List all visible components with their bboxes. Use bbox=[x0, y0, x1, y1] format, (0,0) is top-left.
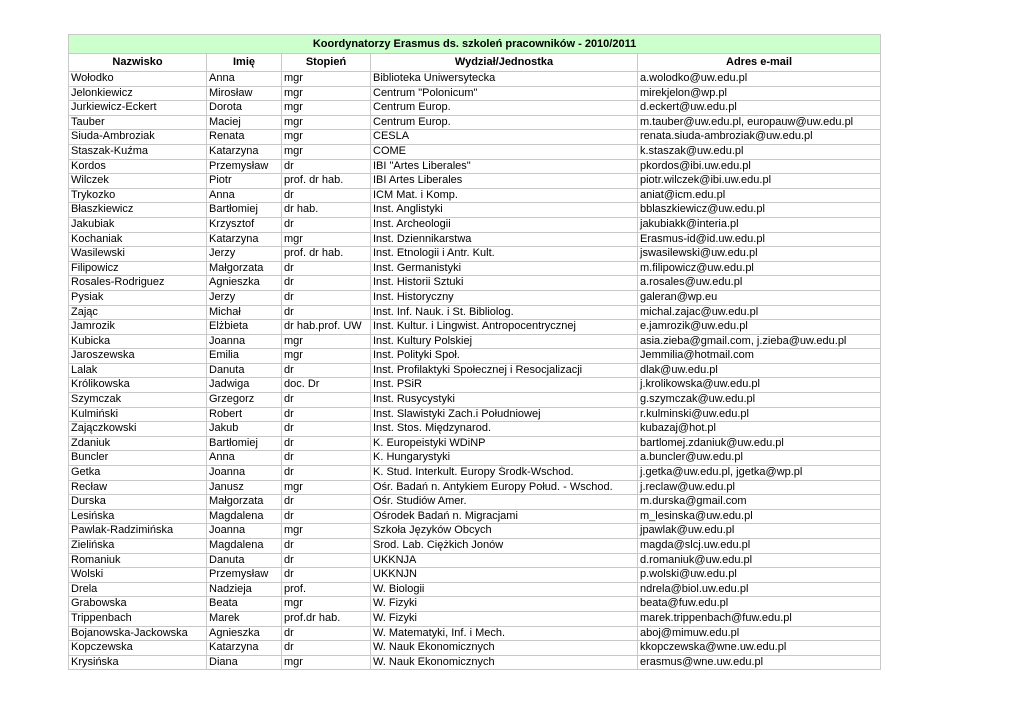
cell-first-name[interactable]: Maciej bbox=[207, 115, 282, 130]
cell-first-name[interactable]: Magdalena bbox=[207, 539, 282, 554]
cell-email[interactable]: g.szymczak@uw.edu.pl bbox=[638, 393, 881, 408]
cell-email[interactable]: m.filipowicz@uw.edu.pl bbox=[638, 261, 881, 276]
cell-surname[interactable]: Buncler bbox=[69, 451, 207, 466]
cell-first-name[interactable]: Katarzyna bbox=[207, 641, 282, 656]
table-row bbox=[69, 553, 881, 568]
cell-first-name[interactable]: Diana bbox=[207, 655, 282, 670]
cell-email[interactable]: j.getka@uw.edu.pl, jgetka@wp.pl bbox=[638, 466, 881, 481]
cell-email[interactable]: aboj@mimuw.edu.pl bbox=[638, 626, 881, 641]
cell-degree[interactable]: mgr bbox=[282, 144, 371, 159]
table-row bbox=[69, 101, 881, 116]
cell-email[interactable]: m.durska@gmail.com bbox=[638, 495, 881, 510]
cell-first-name[interactable]: Mirosław bbox=[207, 86, 282, 101]
cell-degree[interactable]: mgr bbox=[282, 524, 371, 539]
cell-first-name[interactable]: Anna bbox=[207, 72, 282, 87]
cell-unit[interactable]: W. Fizyki bbox=[371, 597, 638, 612]
cell-unit[interactable]: Centrum Europ. bbox=[371, 101, 638, 116]
cell-first-name[interactable]: Robert bbox=[207, 407, 282, 422]
table-row bbox=[69, 86, 881, 101]
table-row bbox=[69, 436, 881, 451]
cell-first-name[interactable]: Dorota bbox=[207, 101, 282, 116]
cell-degree[interactable]: dr bbox=[282, 188, 371, 203]
table-row bbox=[69, 247, 881, 262]
header-unit[interactable]: Wydział/Jednostka bbox=[371, 54, 638, 72]
cell-unit[interactable]: IBI "Artes Liberales" bbox=[371, 159, 638, 174]
table-row bbox=[69, 611, 881, 626]
table-row bbox=[69, 130, 881, 145]
cell-surname[interactable]: Siuda-Ambroziak bbox=[69, 130, 207, 145]
cell-email[interactable]: dlak@uw.edu.pl bbox=[638, 363, 881, 378]
cell-unit[interactable]: Inst. Stos. Międzynarod. bbox=[371, 422, 638, 437]
cell-surname[interactable]: Jelonkiewicz bbox=[69, 86, 207, 101]
cell-degree[interactable]: dr bbox=[282, 305, 371, 320]
cell-email[interactable]: m_lesinska@uw.edu.pl bbox=[638, 509, 881, 524]
cell-unit[interactable]: CESLA bbox=[371, 130, 638, 145]
cell-degree[interactable]: dr bbox=[282, 539, 371, 554]
cell-unit[interactable]: Inst. Kultur. i Lingwist. Antropocentrycznej bbox=[371, 320, 638, 335]
cell-unit[interactable]: Ośr. Badań n. Antykiem Europy Połud. - Wschod. bbox=[371, 480, 638, 495]
table-row bbox=[69, 407, 881, 422]
cell-first-name[interactable]: Bartłomiej bbox=[207, 203, 282, 218]
cell-first-name[interactable]: Elżbieta bbox=[207, 320, 282, 335]
table-row bbox=[69, 349, 881, 364]
cell-first-name[interactable]: Jakub bbox=[207, 422, 282, 437]
cell-email[interactable]: jpawlak@uw.edu.pl bbox=[638, 524, 881, 539]
table-row bbox=[69, 524, 881, 539]
cell-surname[interactable]: Zielińska bbox=[69, 539, 207, 554]
cell-first-name[interactable]: Michał bbox=[207, 305, 282, 320]
table-row bbox=[69, 72, 881, 87]
cell-surname[interactable]: Bojanowska-Jackowska bbox=[69, 626, 207, 641]
cell-first-name[interactable]: Marek bbox=[207, 611, 282, 626]
cell-degree[interactable]: mgr bbox=[282, 130, 371, 145]
table-row bbox=[69, 626, 881, 641]
cell-email[interactable]: pkordos@ibi.uw.edu.pl bbox=[638, 159, 881, 174]
cell-unit[interactable]: Szkoła Języków Obcych bbox=[371, 524, 638, 539]
cell-surname[interactable]: Pawlak-Radzimińska bbox=[69, 524, 207, 539]
cell-degree[interactable]: dr hab. bbox=[282, 203, 371, 218]
cell-surname[interactable]: Kubicka bbox=[69, 334, 207, 349]
table-row bbox=[69, 305, 881, 320]
cell-unit[interactable]: Inst. Profilaktyki Społecznej i Resocjalizacji bbox=[371, 363, 638, 378]
cell-first-name[interactable]: Renata bbox=[207, 130, 282, 145]
cell-unit[interactable]: COME bbox=[371, 144, 638, 159]
cell-email[interactable]: bblaszkiewicz@uw.edu.pl bbox=[638, 203, 881, 218]
table-row bbox=[69, 509, 881, 524]
cell-surname[interactable]: Zając bbox=[69, 305, 207, 320]
cell-degree[interactable]: dr bbox=[282, 436, 371, 451]
cell-first-name[interactable]: Agnieszka bbox=[207, 276, 282, 291]
cell-email[interactable]: j.krolikowska@uw.edu.pl bbox=[638, 378, 881, 393]
cell-degree[interactable]: dr bbox=[282, 553, 371, 568]
cell-unit[interactable]: Inst. Inf. Nauk. i St. Bibliolog. bbox=[371, 305, 638, 320]
cell-surname[interactable]: Staszak-Kuźma bbox=[69, 144, 207, 159]
cell-email[interactable]: a.buncler@uw.edu.pl bbox=[638, 451, 881, 466]
cell-email[interactable]: aniat@icm.edu.pl bbox=[638, 188, 881, 203]
cell-degree[interactable]: mgr bbox=[282, 72, 371, 87]
cell-first-name[interactable]: Katarzyna bbox=[207, 144, 282, 159]
table-row bbox=[69, 378, 881, 393]
cell-surname[interactable]: Kordos bbox=[69, 159, 207, 174]
cell-degree[interactable]: prof. bbox=[282, 582, 371, 597]
cell-surname[interactable]: Drela bbox=[69, 582, 207, 597]
cell-email[interactable]: erasmus@wne.uw.edu.pl bbox=[638, 655, 881, 670]
cell-surname[interactable]: Królikowska bbox=[69, 378, 207, 393]
cell-degree[interactable]: mgr bbox=[282, 101, 371, 116]
cell-unit[interactable]: Ośr. Studiów Amer. bbox=[371, 495, 638, 510]
table-row bbox=[69, 115, 881, 130]
cell-surname[interactable]: Rosales-Rodriguez bbox=[69, 276, 207, 291]
table-row bbox=[69, 655, 881, 670]
cell-email[interactable]: d.romaniuk@uw.edu.pl bbox=[638, 553, 881, 568]
cell-first-name[interactable]: Danuta bbox=[207, 553, 282, 568]
table-row bbox=[69, 203, 881, 218]
table-row bbox=[69, 480, 881, 495]
cell-email[interactable]: e.jamrozik@uw.edu.pl bbox=[638, 320, 881, 335]
cell-surname[interactable]: Zajączkowski bbox=[69, 422, 207, 437]
cell-email[interactable]: Jemmilia@hotmail.com bbox=[638, 349, 881, 364]
cell-email[interactable]: Erasmus-id@id.uw.edu.pl bbox=[638, 232, 881, 247]
cell-surname[interactable]: Szymczak bbox=[69, 393, 207, 408]
table-title[interactable]: Koordynatorzy Erasmus ds. szkoleń pracowników - 2010/2011 bbox=[69, 35, 881, 54]
cell-email[interactable]: piotr.wilczek@ibi.uw.edu.pl bbox=[638, 174, 881, 189]
cell-email[interactable]: k.staszak@uw.edu.pl bbox=[638, 144, 881, 159]
cell-surname[interactable]: Grabowska bbox=[69, 597, 207, 612]
cell-surname[interactable]: Kulmiński bbox=[69, 407, 207, 422]
cell-first-name[interactable]: Piotr bbox=[207, 174, 282, 189]
table-row bbox=[69, 334, 881, 349]
cell-email[interactable]: p.wolski@uw.edu.pl bbox=[638, 568, 881, 583]
cell-degree[interactable]: dr bbox=[282, 451, 371, 466]
cell-email[interactable]: renata.siuda-ambroziak@uw.edu.pl bbox=[638, 130, 881, 145]
cell-unit[interactable]: Centrum "Polonicum" bbox=[371, 86, 638, 101]
cell-unit[interactable]: Inst. Etnologii i Antr. Kult. bbox=[371, 247, 638, 262]
cell-email[interactable]: magda@slcj.uw.edu.pl bbox=[638, 539, 881, 554]
cell-degree[interactable]: dr bbox=[282, 407, 371, 422]
cell-unit[interactable]: Inst. Dziennikarstwa bbox=[371, 232, 638, 247]
cell-degree[interactable]: dr bbox=[282, 568, 371, 583]
cell-email[interactable]: michal.zajac@uw.edu.pl bbox=[638, 305, 881, 320]
cell-surname[interactable]: Trykozko bbox=[69, 188, 207, 203]
cell-degree[interactable]: dr bbox=[282, 217, 371, 232]
cell-surname[interactable]: Błaszkiewicz bbox=[69, 203, 207, 218]
cell-surname[interactable]: Romaniuk bbox=[69, 553, 207, 568]
cell-first-name[interactable]: Anna bbox=[207, 188, 282, 203]
table-row bbox=[69, 568, 881, 583]
table-row bbox=[69, 174, 881, 189]
cell-surname[interactable]: Lalak bbox=[69, 363, 207, 378]
spreadsheet bbox=[68, 34, 880, 670]
cell-degree[interactable]: doc. Dr bbox=[282, 378, 371, 393]
cell-degree[interactable]: dr bbox=[282, 466, 371, 481]
cell-surname[interactable]: Pysiak bbox=[69, 290, 207, 305]
cell-email[interactable]: r.kulminski@uw.edu.pl bbox=[638, 407, 881, 422]
cell-degree[interactable]: dr bbox=[282, 261, 371, 276]
table-body bbox=[69, 72, 881, 670]
title-row bbox=[69, 35, 881, 54]
cell-first-name[interactable]: Joanna bbox=[207, 524, 282, 539]
cell-degree[interactable]: mgr bbox=[282, 334, 371, 349]
cell-unit[interactable]: K. Stud. Interkult. Europy Środk-Wschod. bbox=[371, 466, 638, 481]
cell-surname[interactable]: Jakubiak bbox=[69, 217, 207, 232]
cell-unit[interactable]: Biblioteka Uniwersytecka bbox=[371, 72, 638, 87]
cell-unit[interactable]: ICM Mat. i Komp. bbox=[371, 188, 638, 203]
header-surname[interactable]: Nazwisko bbox=[69, 54, 207, 72]
cell-first-name[interactable]: Katarzyna bbox=[207, 232, 282, 247]
cell-surname[interactable]: Kochaniak bbox=[69, 232, 207, 247]
cell-surname[interactable]: Getka bbox=[69, 466, 207, 481]
table-row bbox=[69, 495, 881, 510]
cell-first-name[interactable]: Joanna bbox=[207, 466, 282, 481]
cell-degree[interactable]: dr bbox=[282, 495, 371, 510]
cell-email[interactable]: a.wolodko@uw.edu.pl bbox=[638, 72, 881, 87]
cell-surname[interactable]: Wilczek bbox=[69, 174, 207, 189]
cell-email[interactable]: marek.trippenbach@fuw.edu.pl bbox=[638, 611, 881, 626]
header-row bbox=[69, 54, 881, 72]
cell-unit[interactable]: K. Europeistyki WDiNP bbox=[371, 436, 638, 451]
header-degree[interactable]: Stopień bbox=[282, 54, 371, 72]
cell-first-name[interactable]: Anna bbox=[207, 451, 282, 466]
cell-first-name[interactable]: Małgorzata bbox=[207, 495, 282, 510]
cell-unit[interactable]: IBI Artes Liberales bbox=[371, 174, 638, 189]
cell-first-name[interactable]: Jadwiga bbox=[207, 378, 282, 393]
table-row bbox=[69, 144, 881, 159]
table-row bbox=[69, 539, 881, 554]
cell-email[interactable]: a.rosales@uw.edu.pl bbox=[638, 276, 881, 291]
cell-degree[interactable]: dr hab.prof. UW bbox=[282, 320, 371, 335]
cell-degree[interactable]: mgr bbox=[282, 86, 371, 101]
cell-degree[interactable]: dr bbox=[282, 393, 371, 408]
cell-first-name[interactable]: Jerzy bbox=[207, 290, 282, 305]
cell-degree[interactable]: mgr bbox=[282, 349, 371, 364]
table-row bbox=[69, 363, 881, 378]
cell-surname[interactable]: Zdaniuk bbox=[69, 436, 207, 451]
cell-unit[interactable]: Inst. PSiR bbox=[371, 378, 638, 393]
cell-unit[interactable]: W. Matematyki, Inf. i Mech. bbox=[371, 626, 638, 641]
table-row bbox=[69, 422, 881, 437]
cell-surname[interactable]: Wołodko bbox=[69, 72, 207, 87]
cell-unit[interactable]: Inst. Kultury Polskiej bbox=[371, 334, 638, 349]
cell-degree[interactable]: dr bbox=[282, 276, 371, 291]
cell-unit[interactable]: Inst. Archeologii bbox=[371, 217, 638, 232]
cell-email[interactable]: j.reclaw@uw.edu.pl bbox=[638, 480, 881, 495]
table-row bbox=[69, 466, 881, 481]
header-email[interactable]: Adres e-mail bbox=[638, 54, 881, 72]
cell-surname[interactable]: Recław bbox=[69, 480, 207, 495]
cell-degree[interactable]: mgr bbox=[282, 597, 371, 612]
table-row bbox=[69, 393, 881, 408]
cell-email[interactable]: bartlomej.zdaniuk@uw.edu.pl bbox=[638, 436, 881, 451]
cell-unit[interactable]: Inst. Polityki Społ. bbox=[371, 349, 638, 364]
table-row bbox=[69, 641, 881, 656]
cell-unit[interactable]: Ośrodek Badań n. Migracjami bbox=[371, 509, 638, 524]
cell-degree[interactable]: dr bbox=[282, 626, 371, 641]
cell-degree[interactable]: dr bbox=[282, 641, 371, 656]
cell-first-name[interactable]: Przemysław bbox=[207, 568, 282, 583]
cell-unit[interactable]: Srod. Lab. Ciężkich Jonów bbox=[371, 539, 638, 554]
cell-unit[interactable]: W. Nauk Ekonomicznych bbox=[371, 641, 638, 656]
cell-email[interactable]: galeran@wp.eu bbox=[638, 290, 881, 305]
cell-unit[interactable]: W. Fizyki bbox=[371, 611, 638, 626]
cell-first-name[interactable]: Nadzieja bbox=[207, 582, 282, 597]
cell-surname[interactable]: Kopczewska bbox=[69, 641, 207, 656]
cell-unit[interactable]: Inst. Slawistyki Zach.i Południowej bbox=[371, 407, 638, 422]
cell-degree[interactable]: dr bbox=[282, 159, 371, 174]
cell-first-name[interactable]: Danuta bbox=[207, 363, 282, 378]
cell-email[interactable]: d.eckert@uw.edu.pl bbox=[638, 101, 881, 116]
cell-degree[interactable]: prof. dr hab. bbox=[282, 247, 371, 262]
cell-degree[interactable]: mgr bbox=[282, 115, 371, 130]
coordinators-table bbox=[68, 34, 881, 670]
table-row bbox=[69, 276, 881, 291]
cell-unit[interactable]: Inst. Rusycystyki bbox=[371, 393, 638, 408]
cell-first-name[interactable]: Beata bbox=[207, 597, 282, 612]
cell-first-name[interactable]: Małgorzata bbox=[207, 261, 282, 276]
cell-email[interactable]: kubazaj@hot.pl bbox=[638, 422, 881, 437]
cell-email[interactable]: beata@fuw.edu.pl bbox=[638, 597, 881, 612]
cell-email[interactable]: m.tauber@uw.edu.pl, europauw@uw.edu.pl bbox=[638, 115, 881, 130]
cell-email[interactable]: jswasilewski@uw.edu.pl bbox=[638, 247, 881, 262]
table-row bbox=[69, 261, 881, 276]
cell-email[interactable]: mirekjelon@wp.pl bbox=[638, 86, 881, 101]
cell-surname[interactable]: Jurkiewicz-Eckert bbox=[69, 101, 207, 116]
cell-degree[interactable]: dr bbox=[282, 363, 371, 378]
cell-first-name[interactable]: Grzegorz bbox=[207, 393, 282, 408]
cell-first-name[interactable]: Krzysztof bbox=[207, 217, 282, 232]
table-row bbox=[69, 217, 881, 232]
cell-surname[interactable]: Wasilewski bbox=[69, 247, 207, 262]
cell-email[interactable]: jakubiakk@interia.pl bbox=[638, 217, 881, 232]
cell-unit[interactable]: Centrum Europ. bbox=[371, 115, 638, 130]
cell-surname[interactable]: Lesińska bbox=[69, 509, 207, 524]
cell-surname[interactable]: Tauber bbox=[69, 115, 207, 130]
cell-unit[interactable]: UKKNJA bbox=[371, 553, 638, 568]
table-row bbox=[69, 159, 881, 174]
cell-first-name[interactable]: Jerzy bbox=[207, 247, 282, 262]
cell-email[interactable]: ndrela@biol.uw.edu.pl bbox=[638, 582, 881, 597]
cell-first-name[interactable]: Joanna bbox=[207, 334, 282, 349]
cell-email[interactable]: kkopczewska@wne.uw.edu.pl bbox=[638, 641, 881, 656]
cell-unit[interactable]: Inst. Historii Sztuki bbox=[371, 276, 638, 291]
cell-surname[interactable]: Trippenbach bbox=[69, 611, 207, 626]
cell-unit[interactable]: W. Biologii bbox=[371, 582, 638, 597]
cell-surname[interactable]: Jamrozik bbox=[69, 320, 207, 335]
table-row bbox=[69, 232, 881, 247]
table-row bbox=[69, 597, 881, 612]
cell-surname[interactable]: Durska bbox=[69, 495, 207, 510]
cell-first-name[interactable]: Janusz bbox=[207, 480, 282, 495]
cell-surname[interactable]: Wolski bbox=[69, 568, 207, 583]
table-row bbox=[69, 451, 881, 466]
cell-email[interactable]: asia.zieba@gmail.com, j.zieba@uw.edu.pl bbox=[638, 334, 881, 349]
table-row bbox=[69, 290, 881, 305]
cell-unit[interactable]: Inst. Anglistyki bbox=[371, 203, 638, 218]
table-row bbox=[69, 320, 881, 335]
cell-first-name[interactable]: Agnieszka bbox=[207, 626, 282, 641]
cell-unit[interactable]: Inst. Germanistyki bbox=[371, 261, 638, 276]
cell-degree[interactable]: dr bbox=[282, 509, 371, 524]
cell-degree[interactable]: mgr bbox=[282, 480, 371, 495]
cell-first-name[interactable]: Magdalena bbox=[207, 509, 282, 524]
cell-surname[interactable]: Jaroszewska bbox=[69, 349, 207, 364]
cell-unit[interactable]: K. Hungarystyki bbox=[371, 451, 638, 466]
cell-unit[interactable]: Inst. Historyczny bbox=[371, 290, 638, 305]
cell-first-name[interactable]: Przemysław bbox=[207, 159, 282, 174]
table-row bbox=[69, 582, 881, 597]
cell-degree[interactable]: dr bbox=[282, 422, 371, 437]
cell-unit[interactable]: UKKNJN bbox=[371, 568, 638, 583]
cell-first-name[interactable]: Emilia bbox=[207, 349, 282, 364]
cell-degree[interactable]: mgr bbox=[282, 655, 371, 670]
cell-surname[interactable]: Krysińska bbox=[69, 655, 207, 670]
cell-degree[interactable]: prof. dr hab. bbox=[282, 174, 371, 189]
table-row bbox=[69, 188, 881, 203]
cell-degree[interactable]: prof.dr hab. bbox=[282, 611, 371, 626]
cell-degree[interactable]: dr bbox=[282, 290, 371, 305]
cell-first-name[interactable]: Bartłomiej bbox=[207, 436, 282, 451]
header-first-name[interactable]: Imię bbox=[207, 54, 282, 72]
cell-unit[interactable]: W. Nauk Ekonomicznych bbox=[371, 655, 638, 670]
cell-degree[interactable]: mgr bbox=[282, 232, 371, 247]
cell-surname[interactable]: Filipowicz bbox=[69, 261, 207, 276]
